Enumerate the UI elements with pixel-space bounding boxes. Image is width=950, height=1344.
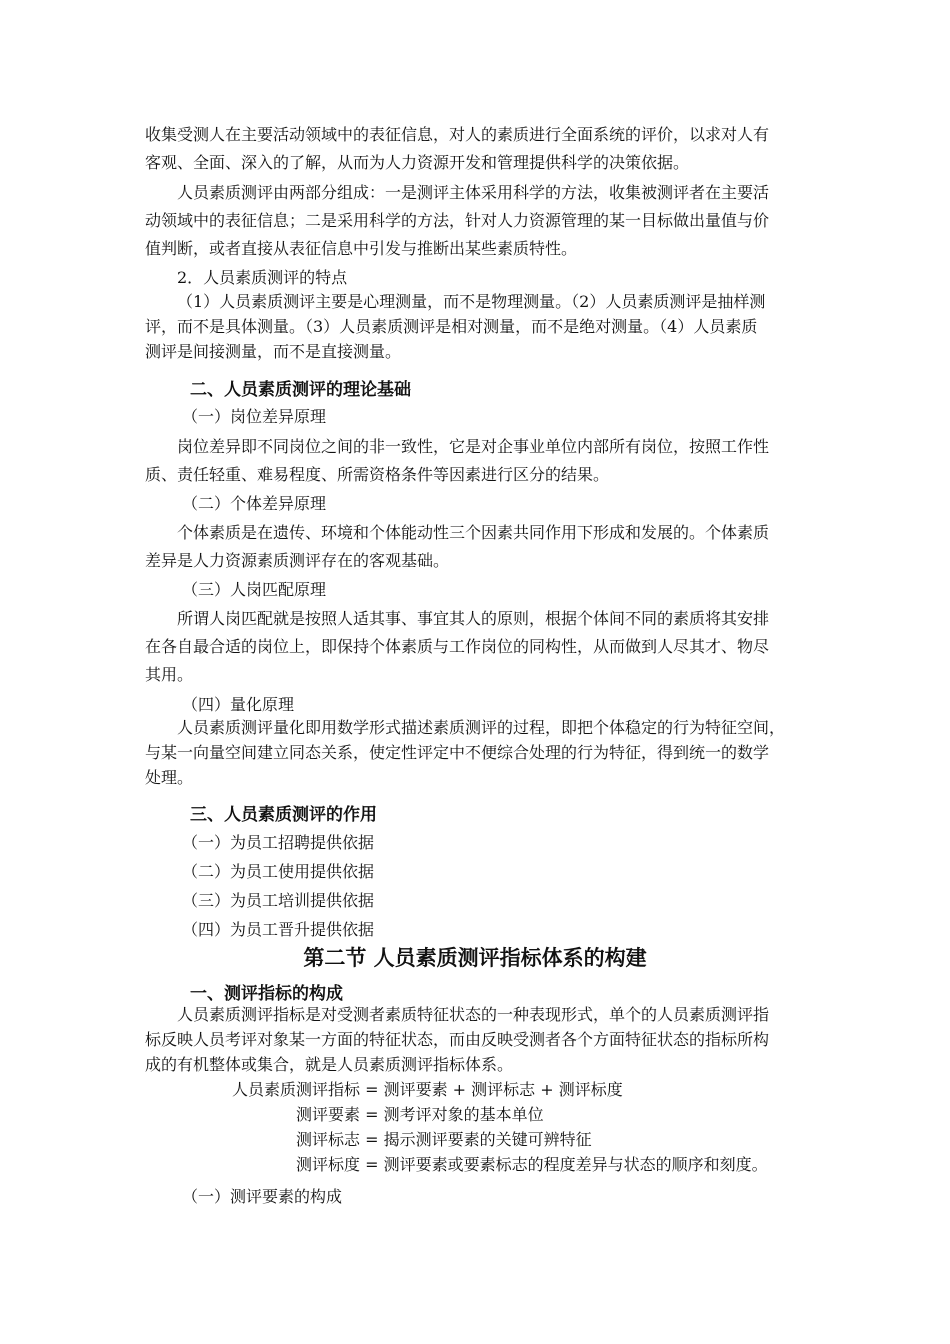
- subsection-heading: 2．人员素质测评的特点: [177, 268, 348, 287]
- list-item: （四）为员工晋升提供依据: [182, 920, 375, 939]
- paragraph-line: 评，而不是具体测量。（3）人员素质测评是相对测量，而不是绝对测量。（4）人员素质: [145, 317, 758, 336]
- paragraph-line: 差异是人力资源素质测评存在的客观基础。: [145, 551, 450, 570]
- paragraph-line: 成的有机整体或集合，就是人员素质测评指标体系。: [145, 1055, 514, 1074]
- paragraph-line: 人员素质测评量化即用数学形式描述素质测评的过程，即把个体稳定的行为特征空间，: [177, 718, 786, 737]
- section-heading: 二、人员素质测评的理论基础: [190, 380, 411, 400]
- paragraph-line: 个体素质是在遗传、环境和个体能动性三个因素共同作用下形成和发展的。个体素质: [177, 523, 770, 542]
- formula-line: 测评要素 = 测考评对象的基本单位: [296, 1105, 544, 1124]
- paragraph-line: 岗位差异即不同岗位之间的非一致性，它是对企事业单位内部所有岗位，按照工作性: [177, 437, 770, 456]
- list-item: （三）为员工培训提供依据: [182, 891, 375, 910]
- paragraph-line: （1）人员素质测评主要是心理测量，而不是物理测量。（2）人员素质测评是抽样测: [177, 292, 766, 311]
- subsection-heading: （四）量化原理: [182, 695, 295, 714]
- paragraph-line: 测评是间接测量，而不是直接测量。: [145, 342, 402, 361]
- formula-line: 测评标度 = 测评要素或要素标志的程度差异与状态的顺序和刻度。: [296, 1155, 768, 1174]
- paragraph-line: 与某一向量空间建立同态关系，使定性评定中不便综合处理的行为特征，得到统一的数学: [145, 743, 770, 762]
- paragraph-line: 客观、全面、深入的了解，从而为人力资源开发和管理提供科学的决策依据。: [145, 153, 690, 172]
- formula-line: 测评标志 = 揭示测评要素的关键可辨特征: [296, 1130, 592, 1149]
- paragraph-line: 人员素质测评由两部分组成：一是测评主体采用科学的方法，收集被测评者在主要活: [177, 183, 770, 202]
- paragraph-line: 在各自最合适的岗位上，即保持个体素质与工作岗位的同构性，从而做到人尽其才、物尽: [145, 637, 770, 656]
- paragraph-line: 处理。: [145, 768, 194, 787]
- paragraph-line: 动领域中的表征信息；二是采用科学的方法，针对人力资源管理的某一目标做出量值与价: [145, 211, 770, 230]
- list-item: （一）为员工招聘提供依据: [182, 833, 375, 852]
- paragraph-line: 值判断，或者直接从表征信息中引发与推断出某些素质特性。: [145, 239, 578, 258]
- paragraph-line: 收集受测人在主要活动领域中的表征信息，对人的素质进行全面系统的评价，以求对人有: [145, 125, 770, 144]
- formula-line: 人员素质测评指标 = 测评要素 + 测评标志 + 测评标度: [232, 1080, 623, 1099]
- list-item: （二）为员工使用提供依据: [182, 862, 375, 881]
- subsection-heading: （一）测评要素的构成: [182, 1187, 343, 1206]
- chapter-title: 第二节 人员素质测评指标体系的构建: [303, 946, 647, 970]
- paragraph-line: 标反映人员考评对象某一方面的特征状态，而由反映受测者各个方面特征状态的指标所构: [145, 1030, 770, 1049]
- section-heading: 一、测评指标的构成: [190, 984, 343, 1004]
- section-heading: 三、人员素质测评的作用: [190, 805, 377, 825]
- subsection-heading: （二）个体差异原理: [182, 494, 327, 513]
- paragraph-line: 其用。: [145, 665, 194, 684]
- paragraph-line: 所谓人岗匹配就是按照人适其事、事宜其人的原则，根据个体间不同的素质将其安排: [177, 609, 770, 628]
- paragraph-line: 人员素质测评指标是对受测者素质特征状态的一种表现形式，单个的人员素质测评指: [177, 1005, 770, 1024]
- subsection-heading: （一）岗位差异原理: [182, 407, 327, 426]
- subsection-heading: （三）人岗匹配原理: [182, 580, 327, 599]
- paragraph-line: 质、责任轻重、难易程度、所需资格条件等因素进行区分的结果。: [145, 465, 610, 484]
